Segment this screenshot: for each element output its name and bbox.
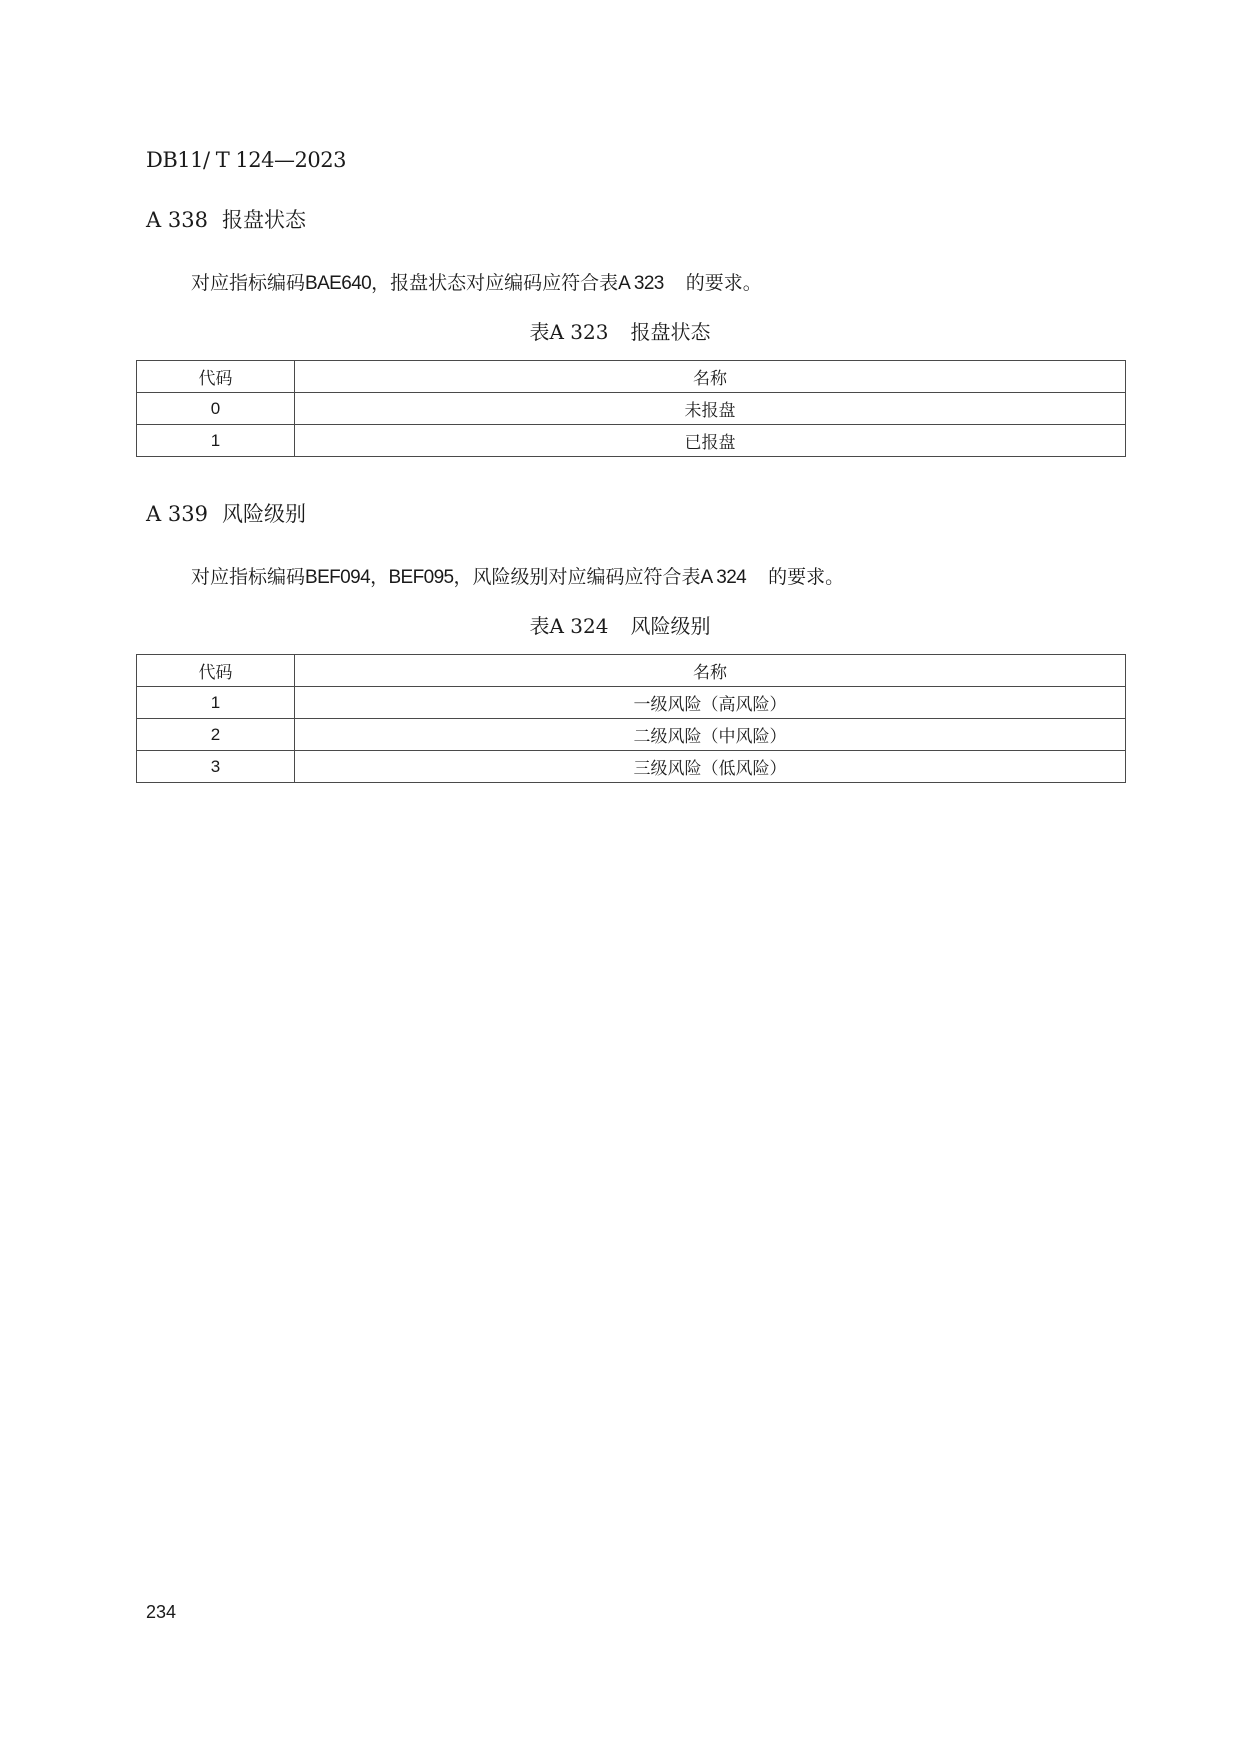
table-header-row bbox=[137, 655, 1126, 687]
paragraph-middle: ，报盘状态对应编码应符合表 bbox=[371, 272, 619, 294]
section-heading-a338 bbox=[146, 204, 306, 234]
table-caption-a324 bbox=[0, 610, 1240, 639]
header-code: 代码 bbox=[137, 361, 295, 393]
paragraph-prefix: 对应指标编码 bbox=[191, 566, 306, 588]
section-number: A 339 bbox=[146, 502, 208, 526]
section-title: 报盘状态 bbox=[222, 208, 306, 232]
table-header-row bbox=[137, 361, 1126, 393]
indicator-code: BAE640 bbox=[305, 273, 372, 294]
cell-code: 1 bbox=[137, 425, 295, 457]
paragraph-suffix: 的要求。 bbox=[685, 272, 762, 294]
cell-name: 三级风险（低风险） bbox=[295, 751, 1126, 783]
section-heading-a339 bbox=[146, 498, 306, 528]
table-caption-number: 表A 323 bbox=[529, 320, 609, 344]
table-a323 bbox=[136, 360, 1126, 457]
table-reference: A 323 bbox=[618, 273, 664, 294]
paragraph-suffix: 的要求。 bbox=[768, 566, 845, 588]
header-name: 名称 bbox=[295, 361, 1126, 393]
table-row bbox=[137, 393, 1126, 425]
cell-code: 0 bbox=[137, 393, 295, 425]
document-code: DB11/ T 124—2023 bbox=[146, 148, 346, 172]
indicator-code: BEF094，BEF095 bbox=[305, 567, 454, 588]
section-paragraph-a338 bbox=[191, 268, 762, 295]
cell-name: 一级风险（高风险） bbox=[295, 687, 1126, 719]
section-paragraph-a339 bbox=[191, 562, 844, 589]
cell-code: 1 bbox=[137, 687, 295, 719]
cell-name: 二级风险（中风险） bbox=[295, 719, 1126, 751]
paragraph-middle: ，风险级别对应编码应符合表 bbox=[453, 566, 701, 588]
section-number: A 338 bbox=[146, 208, 208, 232]
table-reference: A 324 bbox=[700, 567, 747, 588]
table-caption-a323 bbox=[0, 316, 1240, 345]
cell-code: 3 bbox=[137, 751, 295, 783]
table-a324 bbox=[136, 654, 1126, 783]
page-number: 234 bbox=[146, 1602, 177, 1622]
table-caption-number: 表A 324 bbox=[529, 614, 609, 638]
table-caption-title: 报盘状态 bbox=[630, 320, 711, 344]
header-code: 代码 bbox=[137, 655, 295, 687]
table-row bbox=[137, 687, 1126, 719]
table-row bbox=[137, 425, 1126, 457]
table-row bbox=[137, 751, 1126, 783]
table-caption-title: 风险级别 bbox=[630, 614, 711, 638]
section-title: 风险级别 bbox=[222, 502, 306, 526]
table-row bbox=[137, 719, 1126, 751]
cell-name: 已报盘 bbox=[295, 425, 1126, 457]
paragraph-prefix: 对应指标编码 bbox=[191, 272, 306, 294]
cell-code: 2 bbox=[137, 719, 295, 751]
cell-name: 未报盘 bbox=[295, 393, 1126, 425]
header-name: 名称 bbox=[295, 655, 1126, 687]
